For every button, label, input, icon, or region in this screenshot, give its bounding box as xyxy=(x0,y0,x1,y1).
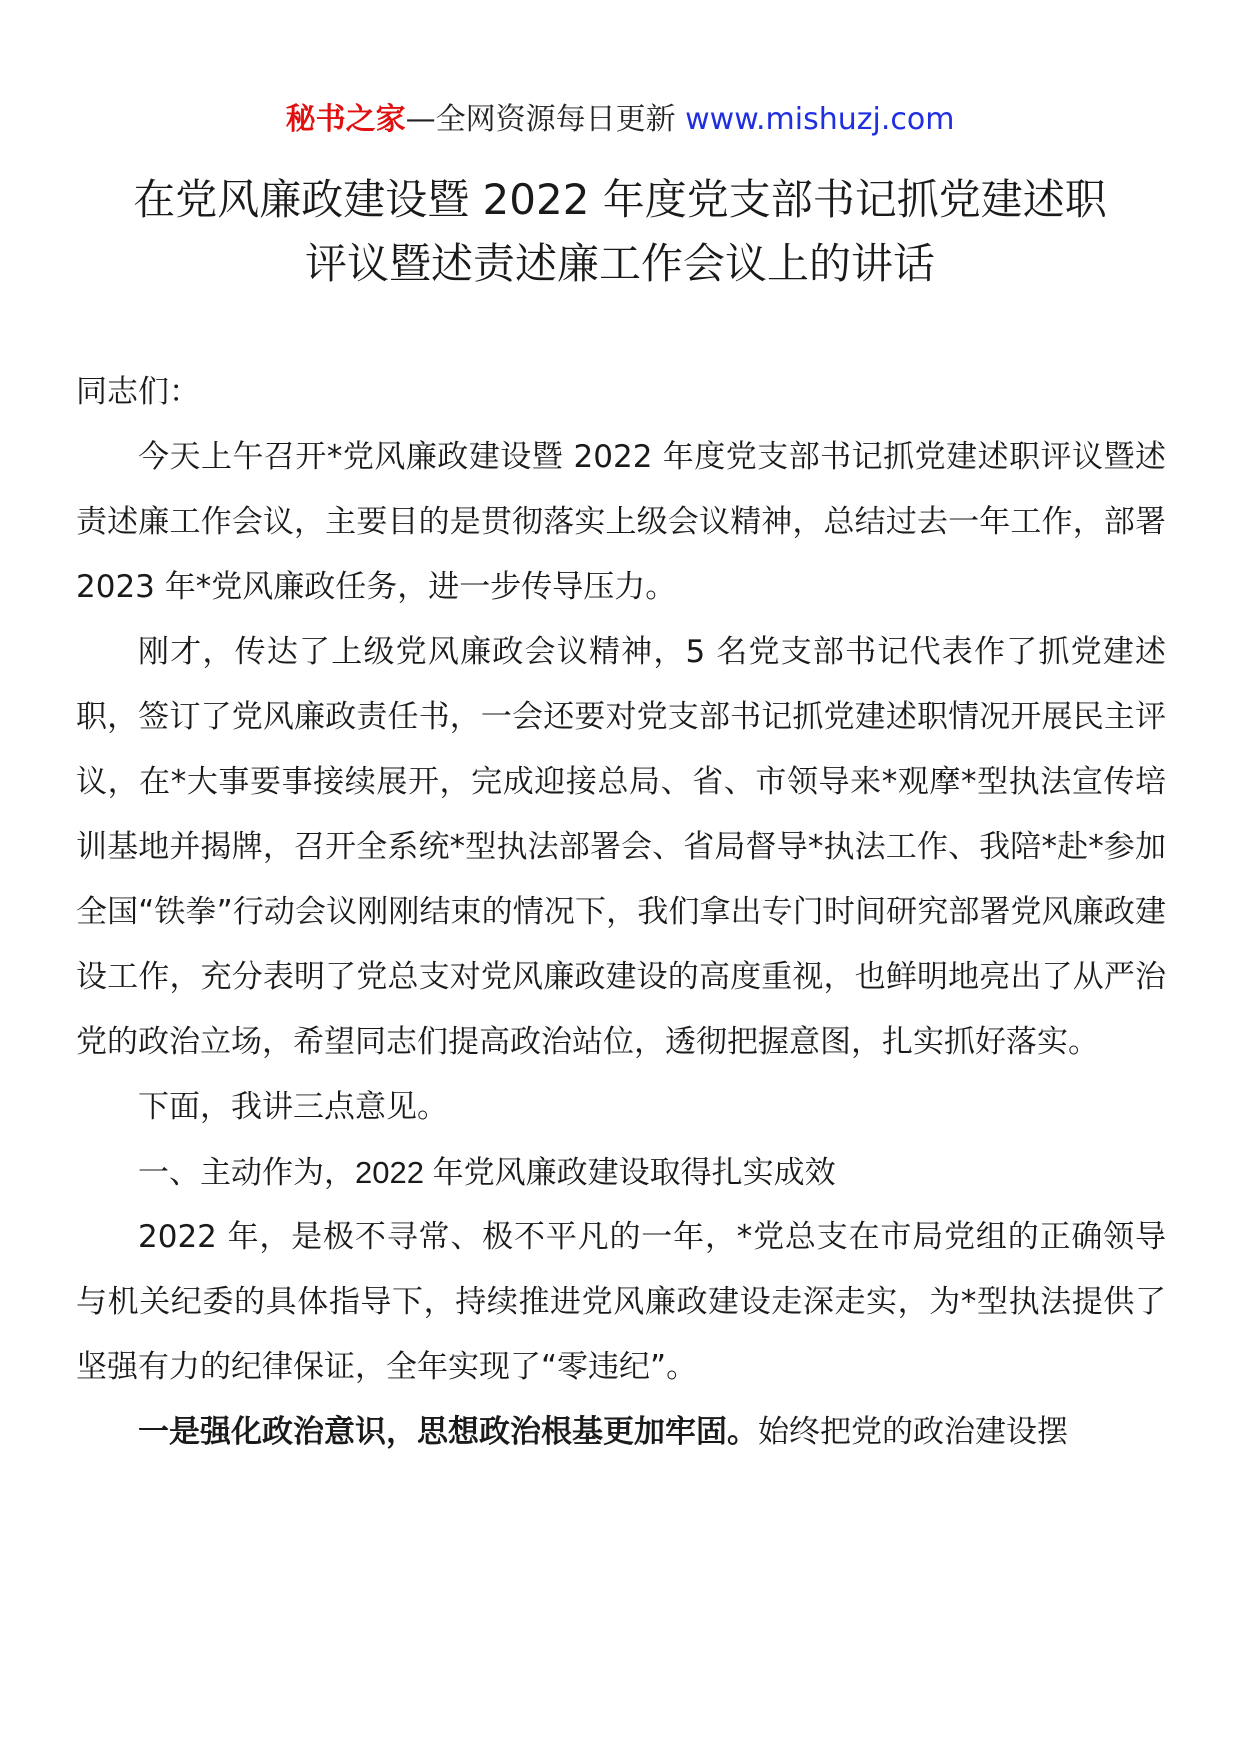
header-tagline: —全网资源每日更新 xyxy=(405,102,686,137)
paragraph-5-lead: 一是强化政治意识，思想政治根基更加牢固。 xyxy=(138,1414,758,1450)
paragraph-3: 下面，我讲三点意见。 xyxy=(138,1089,448,1125)
document-title xyxy=(60,168,1180,296)
site-url-link[interactable]: www.mishuzj.com xyxy=(685,102,955,137)
section-heading-1: 一、主动作为，2022 年党风廉政建设取得扎实成效 xyxy=(138,1155,836,1190)
site-header xyxy=(0,100,1240,140)
salutation: 同志们： xyxy=(76,374,200,410)
paragraph-1: 今天上午召开*党风廉政建设暨 2022 年度党支部书记抓党建述职评议暨述责述廉工作会议，主要目的是贯彻落实上级会议精神，总结过去一年工作，部署 2023 年*党风廉政任务，进一步传导压力。 xyxy=(76,439,1166,605)
paragraph-4: 2022 年，是极不寻常、极不平凡的一年，*党总支在市局党组的正确领导与机关纪委的具体指导下，持续推进党风廉政建设走深走实，为*型执法提供了坚强有力的纪律保证，全年实现了“零违纪”。 xyxy=(76,1219,1166,1385)
brand-name: 秘书之家 xyxy=(285,102,406,137)
paragraph-2: 刚才，传达了上级党风廉政会议精神，5 名党支部书记代表作了抓党建述职，签订了党风廉政责任书，一会还要对党支部书记抓党建述职情况开展民主评议，在*大事要事接续展开，完成迎接总局、省、市领导来*观摩*型执法宣传培训基地并揭牌，召开全系统*型执法部署会、省局督导*执法工作、我陪*赴*参加全国“铁拳”行动会议刚刚结束的情况下，我们拿出专门时间研究部署党风廉政建设工作，充分表明了党总支对党风廉政建设的高度重视，也鲜明地亮出了从严治党的政治立场，希望同志们提高政治站位，透彻把握意图，扎实抓好落实。 xyxy=(76,634,1166,1060)
document-body xyxy=(76,360,1166,1465)
paragraph-5-text: 始终把党的政治建设摆 xyxy=(758,1414,1068,1450)
title-line-1: 在党风廉政建设暨 2022 年度党支部书记抓党建述职 xyxy=(133,175,1107,224)
title-line-2: 评议暨述责述廉工作会议上的讲话 xyxy=(304,239,935,288)
paragraph-5 xyxy=(76,1400,1166,1465)
